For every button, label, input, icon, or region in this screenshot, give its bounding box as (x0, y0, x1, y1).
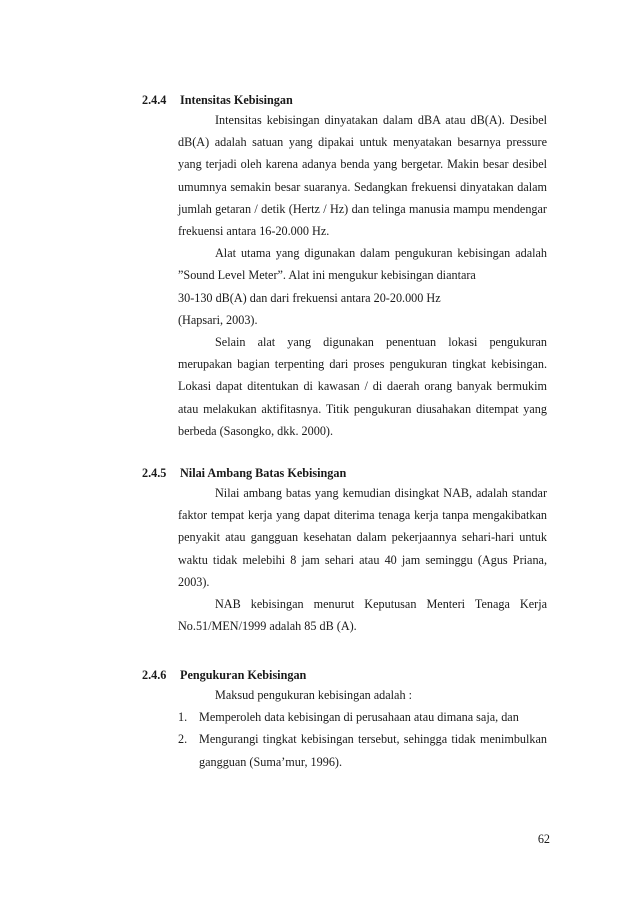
page-number: 62 (537, 832, 550, 846)
paragraph: Maksud pengukuran kebisingan adalah : (215, 688, 412, 702)
paragraph: Nilai ambang batas yang kemudian disingkat NAB, adalah standar faktor tempat kerja yang dapat diterima tenaga kerja tanpa mengakibatkan penyakit atau gangguan kesehatan dalam pekerjaannya sehari-hari untuk waktu tidak melebihi 8 jam sehari atau 40 jam seminggu (Agus Priana, 2003). (178, 486, 547, 589)
paragraph: NAB kebisingan menurut Keputusan Menteri Tenaga Kerja No.51/MEN/1999 adalah 85 dB (A). (178, 597, 547, 634)
section-body (178, 684, 547, 773)
list-item-text: Memperoleh data kebisingan di perusahaan atau dimana saja, dan (199, 710, 519, 725)
section-body (178, 109, 547, 442)
list-item (178, 728, 547, 772)
section-title: Pengukuran Kebisingan (180, 668, 307, 682)
paragraph: Intensitas kebisingan dinyatakan dalam dBA atau dB(A). Desibel dB(A) adalah satuan yang dipakai untuk menyatakan besarnya pressure yang terjadi oleh karena adanya benda yang bergetar. Makin besar desibel umumnya semakin besar suaranya. Sedangkan frekuensi dinyatakan dalam jumlah getaran / detik (Hertz / Hz) dan telinga manusia mampu mendengar frekuensi antara 16-20.000 Hz. (178, 113, 547, 239)
section-body (178, 482, 547, 637)
list-marker: 1. (178, 710, 188, 725)
section-number: 2.4.5 (142, 466, 167, 480)
citation: (Hapsari, 2003). (178, 312, 258, 327)
paragraph: Selain alat yang digunakan penentuan lokasi pengukuran merupakan bagian terpenting dari proses pengukuran tingkat kebisingan. Lokasi dapat ditentukan di kawasan / di daerah orang banyak bermukim atau melakukan aktifitasnya. Titik pengukuran diusahakan ditempat yang berbeda (Sasongko, dkk. 2000). (178, 335, 547, 438)
section-number: 2.4.6 (142, 668, 167, 682)
list-item (178, 706, 547, 728)
section-title: Intensitas Kebisingan (180, 93, 293, 107)
section-number: 2.4.4 (142, 93, 167, 107)
paragraph-continuation: 30-130 dB(A) dan dari frekuensi antara 20-20.000 Hz (178, 290, 441, 305)
list-marker: 2. (178, 732, 188, 747)
paragraph: Alat utama yang digunakan dalam pengukuran kebisingan adalah ”Sound Level Meter”. Alat ini mengukur kebisingan diantara (178, 246, 547, 283)
numbered-list (178, 706, 547, 773)
list-item-text: Mengurangi tingkat kebisingan tersebut, sehingga tidak menimbulkan gangguan (Suma’mur, 1996). (199, 732, 547, 769)
section-title: Nilai Ambang Batas Kebisingan (180, 466, 347, 480)
